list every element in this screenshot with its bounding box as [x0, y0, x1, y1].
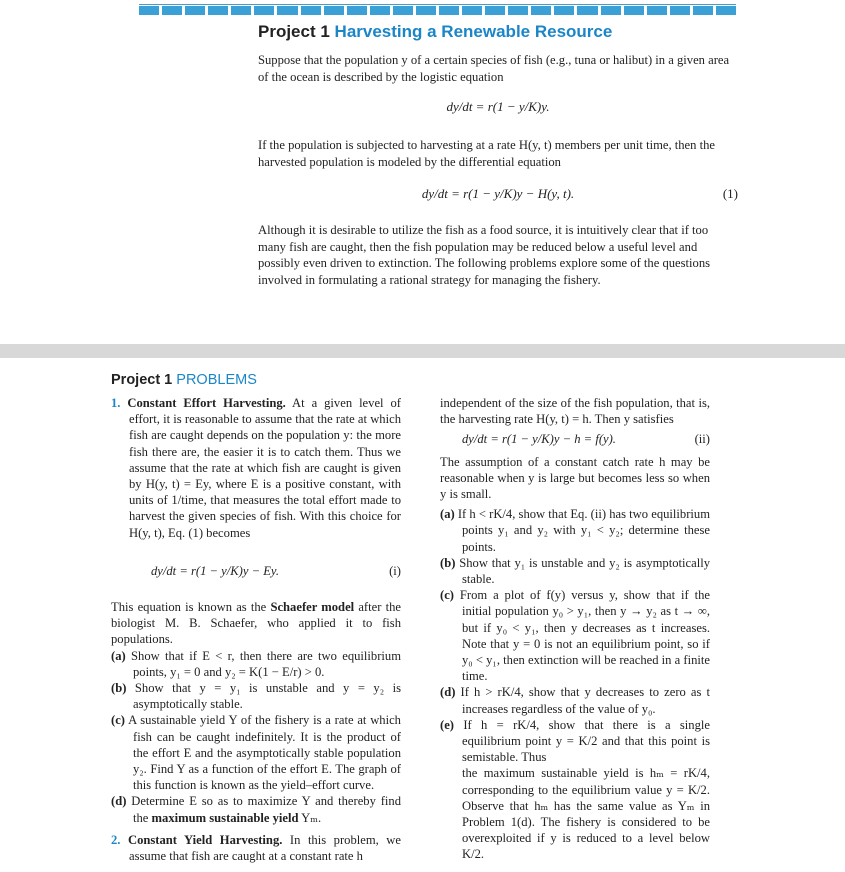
schaefer-equation: dy/dt = r(1 − y/K)y − Ey. (i)	[151, 563, 401, 578]
equation-number: (1)	[722, 186, 738, 201]
constant-yield-equation: dy/dt = r(1 − y/K)y − h = f(y). (ii)	[462, 432, 710, 447]
problem-2b: (b) Show that y₁ is unstable and y₂ is asymptotically stable.	[440, 555, 710, 587]
problem-2e: (e) If h = rK/4, show that there is a single equilibrium point y = K/2 and that this point is semistable. Thus	[440, 717, 710, 765]
harvest-equation-text: dy/dt = r(1 − y/K)y − H(y, t).	[421, 186, 575, 201]
top-rule	[139, 4, 736, 5]
logistic-equation: dy/dt = r(1 − y/K)y.	[446, 99, 550, 114]
schaefer-note: This equation is known as the Schaefer model after the biologist M. B. Schaefer, who applied it to fish populations.	[111, 600, 401, 647]
problem-1: 1. Constant Effort Harvesting. At a given level of effort, it is reasonable to assume that the rate at which fish are caught depends on the population y: the more fish there are, the easier it is to catch them. Thus we assume that the rate at which fish are caught is given by H(y, t) = Ey, where E is a positive constant, with units of 1/time, that measures the total effort made to harvest the given species of fish. With this choice for H(y, t), Eq. (1) becomes	[111, 396, 401, 540]
intro-section	[258, 22, 738, 288]
project-title: Project 1 Harvesting a Renewable Resource	[258, 22, 613, 41]
problems-left-column	[111, 395, 401, 864]
problems-right-column	[440, 395, 710, 863]
problem-2d: (d) If h > rK/4, show that y decreases to zero as t increases regardless of the value of y₀.	[440, 685, 710, 716]
problem-2c: (c) From a plot of f(y) versus y, show that if the initial population y₀ > y₁, then y → y₂ as t → ∞, but if y₀ < y₁, then y decreases as t increases. Note that y = 0 is not an equilibrium point, so if y₀ < y₁, then extinction will be reached in a finite time.	[440, 588, 711, 684]
harvest-equation	[258, 186, 738, 202]
problem-2e-continued: the maximum sustainable yield is hₘ = rK/4, corresponding to the equilibrium value y = K/2. Observe that hₘ has the same value as Yₘ in Problem 1(d). The fishery is considered to be overexploited if y is reduced to a level below K/2.	[462, 766, 710, 862]
problem-1b: (b) Show that y = y₁ is unstable and y = y₂ is asymptotically stable.	[111, 681, 401, 712]
problem-1a: (a) Show that if E < r, then there are two equilibrium points, y₁ = 0 and y₂ = K(1 − E/r) > 0.	[111, 648, 401, 679]
problem-1d: (d) Determine E so as to maximize Y and thereby find the maximum sustainable yield Yₘ.	[111, 794, 401, 825]
problem-2-continued: independent of the size of the fish population, that is, the harvesting rate H(y, t) = h. Then y satisfies	[440, 396, 710, 427]
page-divider	[0, 344, 845, 358]
problems-heading: Project 1 PROBLEMS	[111, 372, 257, 388]
intro-paragraph-2: If the population is subjected to harvesting at a rate H(y, t) members per unit time, then the harvested population is modeled by the differential equation	[258, 138, 715, 169]
problem-2a: (a) If h < rK/4, show that Eq. (ii) has two equilibrium points y₁ and y₂ with y₁ < y₂; determine these points.	[440, 507, 710, 554]
intro-paragraph-1: Suppose that the population y of a certain species of fish (e.g., tuna or halibut) in a given area of the ocean is described by the logistic equation	[258, 53, 730, 84]
problem-2: 2. Constant Yield Harvesting. In this problem, we assume that fish are caught at a constant rate h	[111, 832, 401, 864]
problem-1c: (c) A sustainable yield Y of the fishery is a rate at which fish can be caught indefinitely. It is the product of the effort E and the asymptotically stable population y₂. Find Y as a function of the effort E. The graph of this function is known as the yield–effort curve.	[111, 713, 401, 793]
intro-paragraph-3: Although it is desirable to utilize the fish as a food source, it is intuitively clear that if too many fish are caught, then the fish population may be reduced below a useful level and possibly even driven to extinction. The following problems explore some of the questions involved in formulating a rational strategy for managing the fishery.	[258, 223, 711, 287]
decorative-stripe	[139, 6, 736, 15]
constant-catch-note: The assumption of a constant catch rate h may be reasonable when y is large but becomes less so when y is small.	[440, 454, 710, 502]
